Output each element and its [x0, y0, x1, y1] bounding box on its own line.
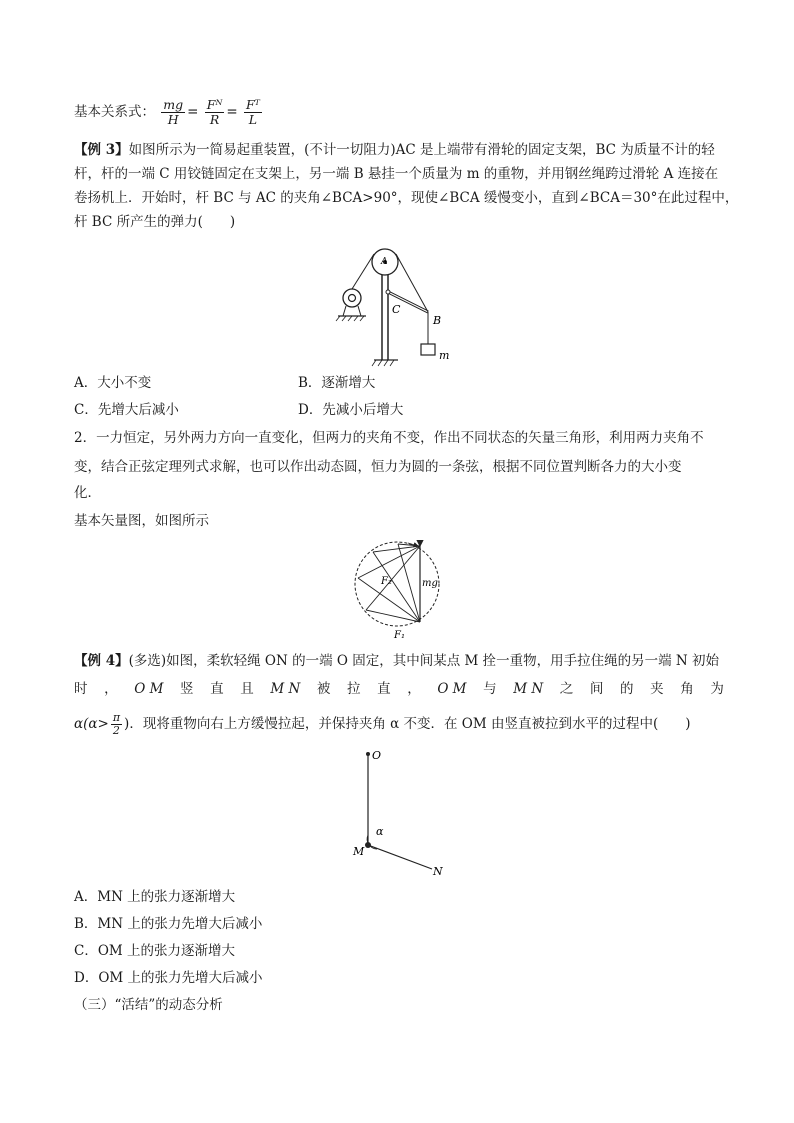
example3-line4: 杆 BC 所产生的弹力( ) — [74, 214, 236, 230]
omn-label-m: M — [353, 845, 365, 858]
example4-option-b: B．MN 上的张力先增大后减小 — [74, 916, 263, 932]
crane-label-b: B — [433, 314, 442, 327]
example4-line1: 【例 4】(多选)如图，柔软轻绳 ON 的一端 O 固定，其中间某点 M 拴一重物，用手拉住绳的另一端 N 初始 — [74, 653, 720, 669]
omn-figure — [350, 745, 450, 875]
example3-option-a: A．大小不变 — [74, 375, 152, 391]
circle-label-f2: F₂ — [381, 576, 392, 587]
dynamic-circle-figure — [348, 536, 448, 642]
example4-option-a: A．MN 上的张力逐渐增大 — [74, 889, 236, 905]
crane-label-c: C — [392, 303, 401, 316]
fraction-ft-l: $\frac{\text{Fᵀ}}{L}$ — [245, 97, 260, 127]
omn-label-o: O — [372, 749, 382, 762]
example4-line2: 时 ， O M 竖 直 且 M N 被 拉 直 ， O M 与 M N 之 间 的 夹 角 为 — [74, 681, 724, 697]
fraction-mg-h: $\frac{mg}{H}$ — [163, 97, 184, 127]
section2-line3: 化． — [74, 485, 101, 501]
circle-label-mg: mg — [422, 578, 438, 589]
omn-label-alpha: α — [376, 825, 384, 838]
example4-option-d: D．OM 上的张力先增大后减小 — [74, 970, 263, 986]
example3-option-b: B．逐渐增大 — [298, 375, 376, 391]
example3-tag: 【例 3】 — [74, 142, 129, 158]
example4-option-c: C．OM 上的张力逐渐增大 — [74, 943, 236, 959]
section2-line2: 变，结合正弦定理列式求解，也可以作出动态圆，恒力为圆的一条弦，根据不同位置判断各力的大小变 — [74, 459, 682, 475]
omn-label-n: N — [433, 865, 443, 875]
basic-relation-label: 基本关系式： — [74, 104, 155, 120]
basic-relation: 基本关系式： $\frac{mg}{H}$ = $\frac{\text{Fᴺ}}{R}$ = $\frac{\text{Fᵀ}}{L}$ — [74, 97, 260, 127]
example3-line3: 卷扬机上．开始时，杆 BC 与 AC 的夹角∠BCA>90°，现使∠BCA 缓慢变小，直到∠BCA＝30°在此过程中， — [74, 190, 739, 206]
crane-label-a: A — [381, 257, 388, 267]
circle-label-f1: F₁ — [394, 630, 405, 641]
example4-tag: 【例 4】 — [74, 653, 129, 669]
crane-label-m: m — [439, 349, 450, 362]
example3-option-d: D．先减小后增大 — [298, 402, 404, 418]
section2-line4: 基本矢量图，如图所示 — [74, 513, 209, 529]
fraction-fn-r: $\frac{\text{Fᴺ}}{R}$ — [206, 97, 223, 127]
fraction-pi-over-2: $\frac{\pi}{2}$ — [112, 711, 121, 737]
section2-line1: 2．一力恒定，另外两力方向一直变化，但两力的夹角不变，作出不同状态的矢量三角形，利用两力夹角不 — [74, 430, 704, 446]
example3-line2: 杆，杆的一端 C 用铰链固定在支架上，另一端 B 悬挂一个质量为 m 的重物，并用钢丝绳跨过滑轮 A 连接在 — [74, 166, 719, 182]
crane-figure — [330, 240, 460, 370]
example3-line1: 【例 3】如图所示为一简易起重装置，(不计一切阻力)AC 是上端带有滑轮的固定支架，BC 为质量不计的轻 — [74, 142, 715, 158]
section3-heading: （三）“活结”的动态分析 — [74, 997, 223, 1013]
example4-line3: α(α> $\frac{\pi}{2}$ )．现将重物向右上方缓慢拉起，并保持夹角 α 不变．在 OM 由竖直被拉到水平的过程中( ) — [74, 711, 691, 737]
example3-option-c: C．先增大后减小 — [74, 402, 179, 418]
